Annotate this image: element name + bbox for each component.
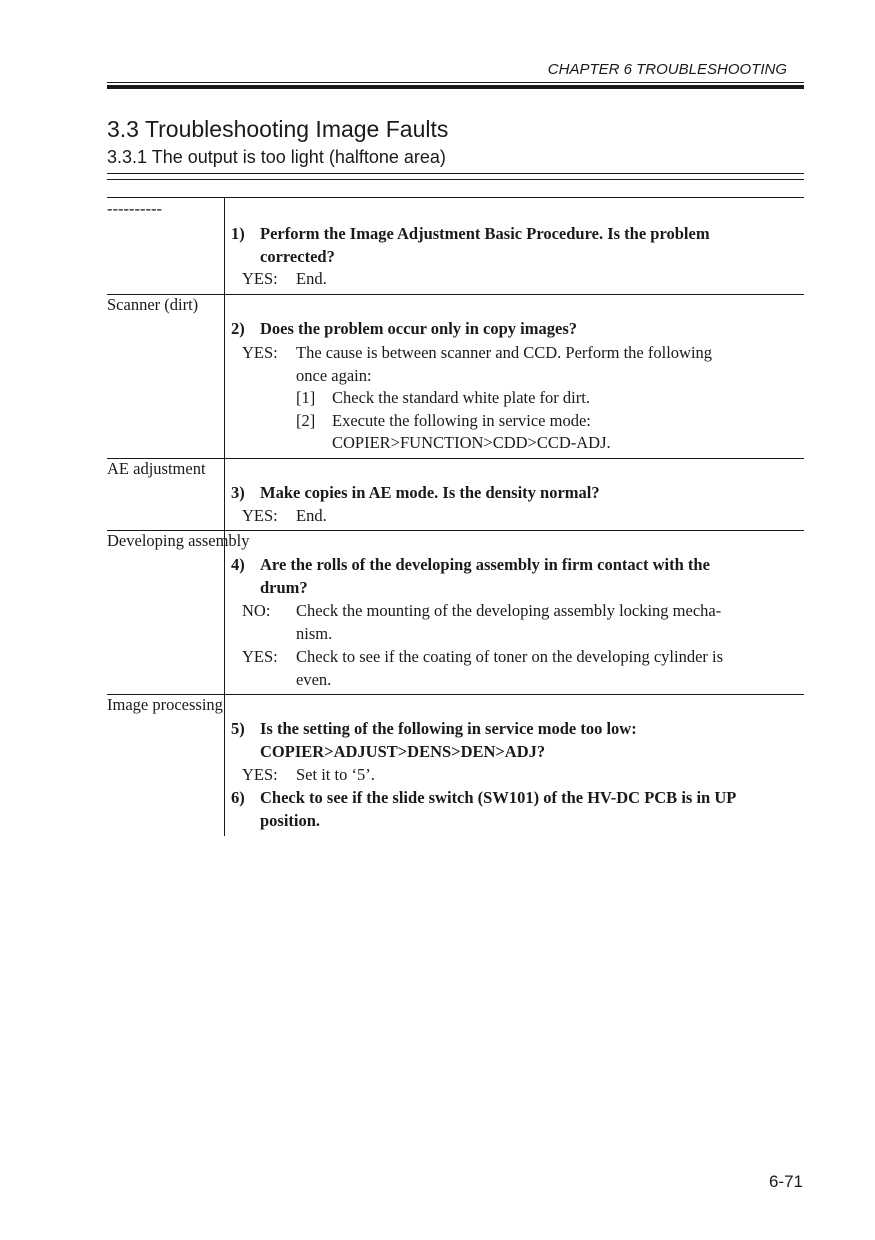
- step-number: 3): [231, 483, 245, 502]
- cause-label: Developing assembly: [107, 531, 250, 550]
- question-text: Are the rolls of the developing assembly in firm contact with the: [260, 555, 710, 574]
- question-text: corrected?: [260, 247, 335, 266]
- answer-text: once again:: [296, 366, 372, 385]
- service-mode-path: COPIER>FUNCTION>CDD>CCD-ADJ.: [332, 433, 611, 452]
- row-rule: [107, 294, 804, 295]
- answer-label: NO:: [242, 601, 271, 620]
- question-text: Does the problem occur only in copy images?: [260, 319, 578, 338]
- answer-text: Check to see if the coating of toner on the developing cylinder is: [296, 647, 724, 666]
- question-text: drum?: [260, 578, 308, 597]
- section-title: 3.3 Troubleshooting Image Faults: [107, 116, 449, 142]
- sub-step-text: Execute the following in service mode:: [332, 411, 591, 430]
- answer-text: nism.: [296, 624, 333, 643]
- step-number: 4): [231, 555, 245, 574]
- cause-label: Scanner (dirt): [107, 295, 199, 314]
- sub-step-number: [1]: [296, 388, 316, 407]
- subsection-rule-bottom: [107, 179, 804, 180]
- answer-text: Check the mounting of the developing assembly locking mecha-: [296, 601, 722, 620]
- step-number: 1): [231, 224, 245, 243]
- cause-label: AE adjustment: [107, 459, 206, 478]
- column-divider: [224, 197, 225, 836]
- question-text: COPIER>ADJUST>DENS>DEN>ADJ?: [260, 742, 546, 761]
- question-text: Make copies in AE mode. Is the density normal?: [260, 483, 600, 502]
- sub-step-number: [2]: [296, 411, 316, 430]
- step-number: 2): [231, 319, 245, 338]
- answer-text: The cause is between scanner and CCD. Perform the following: [296, 343, 713, 362]
- question-text: Check to see if the slide switch (SW101) of the HV-DC PCB is in UP: [260, 788, 737, 807]
- subsection-rule-top: [107, 173, 804, 174]
- step-number: 6): [231, 788, 245, 807]
- row-rule: [107, 458, 804, 459]
- answer-label: YES:: [242, 506, 278, 525]
- table-top-rule: [107, 197, 804, 198]
- chapter-header: CHAPTER 6 TROUBLESHOOTING: [547, 61, 787, 78]
- question-text: Is the setting of the following in service mode too low:: [260, 719, 637, 738]
- answer-text: Set it to ‘5’.: [296, 765, 375, 784]
- header-rule-thin: [107, 82, 804, 83]
- header-rule-thick: [107, 85, 804, 89]
- page-number: 6-71: [768, 1172, 803, 1191]
- answer-label: YES:: [242, 647, 278, 666]
- subsection-title: 3.3.1 The output is too light (halftone area): [107, 147, 446, 167]
- cause-label: ----------: [107, 199, 162, 218]
- question-text: position.: [260, 811, 321, 830]
- answer-label: YES:: [242, 765, 278, 784]
- question-text: Perform the Image Adjustment Basic Procedure. Is the problem: [260, 224, 710, 243]
- sub-step-text: Check the standard white plate for dirt.: [332, 388, 590, 407]
- step-number: 5): [231, 719, 245, 738]
- answer-label: YES:: [242, 343, 278, 362]
- answer-text: End.: [296, 506, 327, 525]
- answer-text: End.: [296, 269, 327, 288]
- cause-label: Image processing: [107, 695, 223, 714]
- answer-text: even.: [296, 670, 332, 689]
- answer-label: YES:: [242, 269, 278, 288]
